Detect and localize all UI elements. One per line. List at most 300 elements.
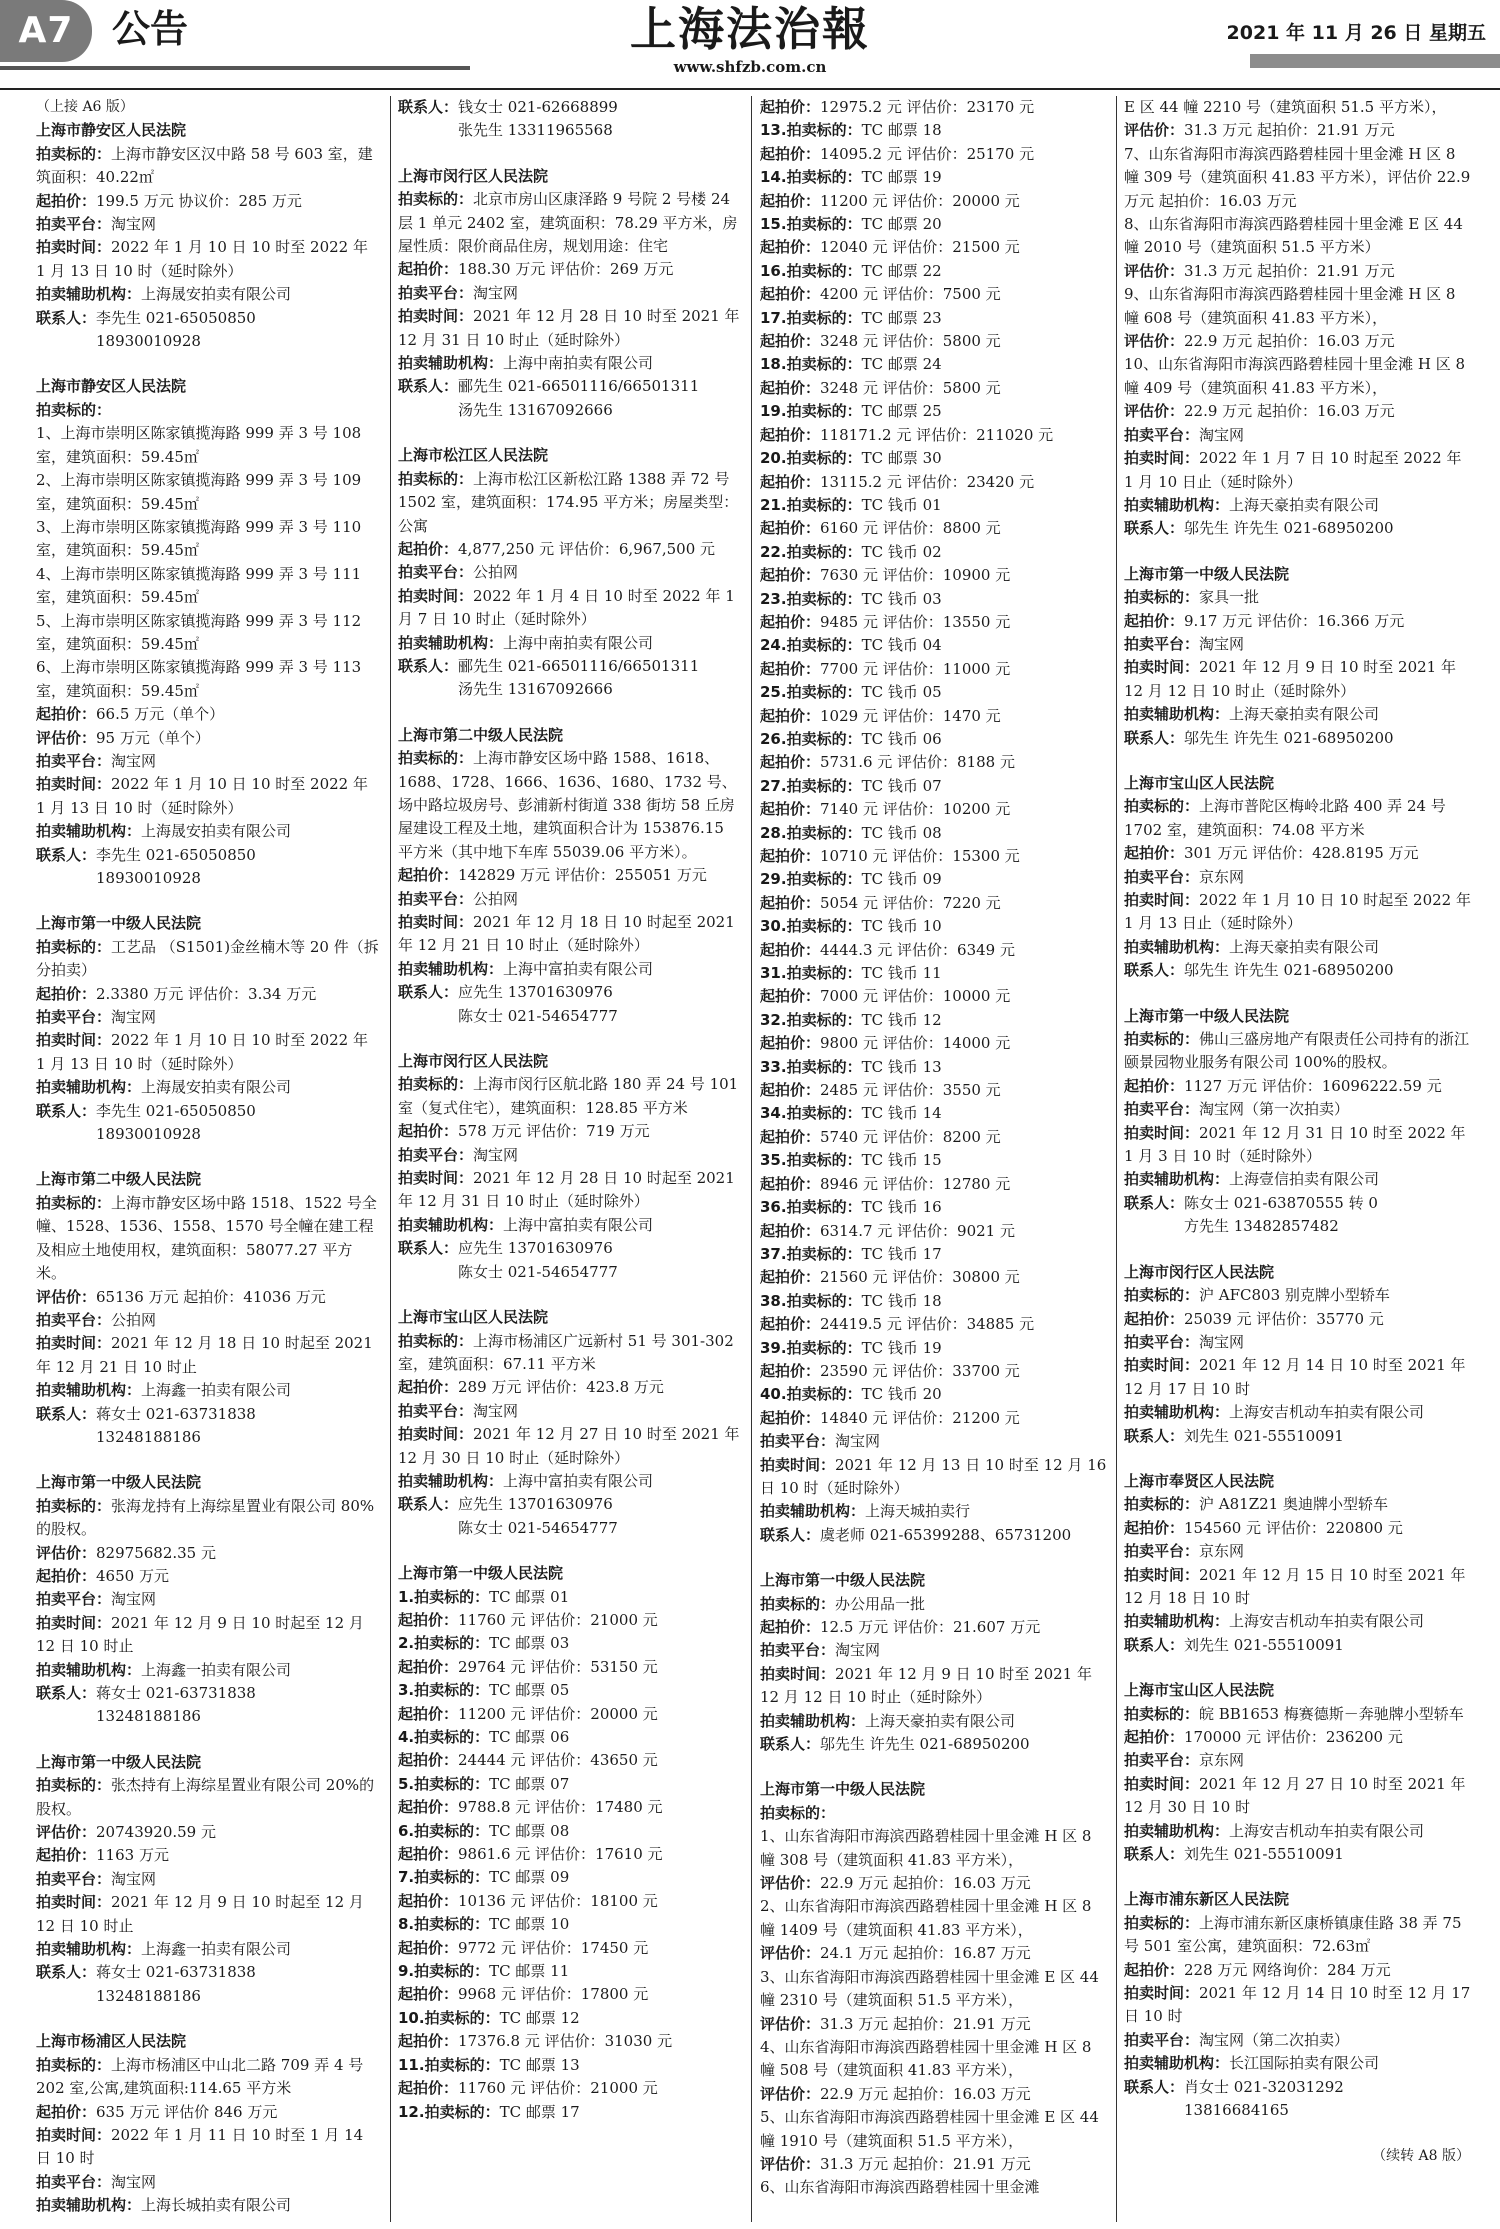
field-label: 拍卖辅助机构： (1124, 1821, 1230, 1840)
field-label: 起拍价： (760, 1618, 821, 1636)
field-label: 拍卖辅助机构： (398, 1471, 504, 1490)
field-value: 11200 元 评估价：20000 元 (820, 191, 1020, 210)
notice-line (1124, 1610, 1474, 1633)
field-value: 刘先生 021-55510091 (1184, 1635, 1344, 1654)
court-name: 上海市第一中级人民法院 (36, 1752, 202, 1771)
field-label: 15.拍卖标的： (760, 215, 862, 234)
notice-line (398, 1703, 742, 1726)
notice-line (398, 1890, 742, 1913)
field-value: 228 万元 网络询价：284 万元 (1184, 1960, 1391, 1979)
field-value: 京东网 (1199, 1542, 1245, 1561)
field-label: 起拍价： (760, 191, 821, 210)
notice-line (760, 494, 1110, 517)
notice-line (760, 1220, 1110, 1243)
field-value: TC 邮票 12 (499, 2008, 580, 2027)
field-value: TC 邮票 03 (489, 1634, 570, 1653)
field-label: 拍卖时间： (36, 1031, 112, 1050)
field-value: 张杰持有上海综星置业有限公司 20%的股权。 (36, 1776, 375, 1818)
notice-line (1124, 1284, 1474, 1307)
notice-line (760, 190, 1110, 213)
field-value: 2021 年 12 月 9 日 10 时起至 12 月 12 日 10 时止 (36, 1613, 364, 1656)
field-label: 9.拍卖标的： (398, 1962, 490, 1981)
field-value: 6314.7 元 评估价：9021 元 (820, 1221, 1015, 1240)
field-value: E 区 44 幢 2210 号（建筑面积 51.5 平方米）， (1124, 98, 1447, 116)
notice-line (760, 1407, 1110, 1430)
field-label: 11.拍卖标的： (398, 2055, 500, 2074)
field-value: TC 邮票 11 (489, 1962, 570, 1981)
field-value: 7000 元 评估价：10000 元 (820, 987, 1011, 1006)
field-value: 12.5 万元 评估价：21.607 万元 (820, 1618, 1041, 1636)
field-label: 评估价： (760, 2154, 821, 2173)
notice-line (398, 1376, 742, 1399)
notice-line (760, 307, 1110, 330)
field-label: 32.拍卖标的： (760, 1010, 862, 1029)
notice-line (36, 1844, 382, 1867)
notice-line (760, 119, 1110, 142)
field-label: 24.拍卖标的： (760, 636, 862, 655)
notice-line (760, 1825, 1110, 1872)
field-label: 拍卖辅助机构： (398, 354, 504, 373)
court-name: 上海市闵行区人民法院 (1124, 1262, 1275, 1281)
field-label: 联系人： (398, 98, 459, 116)
field-value: 刘先生 021-55510091 (1184, 1426, 1344, 1445)
field-value: 2022 年 1 月 4 日 10 时至 2022 年 1 月 7 日 10 时止（延时除外） (398, 586, 735, 629)
field-value: 2021 年 12 月 13 日 10 时至 12 月 16 日 10 时（延时除外） (760, 1455, 1107, 1497)
field-value: 2022 年 1 月 7 日 10 时起至 2022 年 1 月 10 日止（延时除外） (1124, 449, 1462, 491)
notice-line (760, 775, 1110, 798)
notice-line (36, 1985, 382, 2008)
field-value: TC 邮票 09 (489, 1868, 570, 1887)
field-label: 22.拍卖标的： (760, 542, 862, 561)
field-value: 上海鑫一拍卖有限公司 (141, 1381, 292, 1400)
column-3 (760, 96, 1110, 2222)
field-label: 起拍价： (760, 940, 821, 959)
notice-line (760, 798, 1110, 821)
notice-line (398, 911, 742, 958)
notice-line (36, 1006, 382, 1029)
field-value: 家具一批 (1199, 588, 1260, 607)
notice-line (760, 1360, 1110, 1383)
field-label: 起拍价： (760, 144, 821, 163)
notice-line (398, 1237, 742, 1260)
notice-line (398, 258, 742, 281)
field-value: 淘宝网（第一次拍卖） (1199, 1100, 1350, 1119)
notice-line (36, 703, 382, 726)
field-label: 联系人： (36, 308, 97, 327)
field-label: 评估价： (760, 1944, 821, 1963)
field-label: 起拍价： (1124, 611, 1185, 630)
field-label: 拍卖标的： (1124, 1913, 1200, 1932)
field-value: TC 邮票 19 (861, 168, 942, 187)
field-value: 李先生 021-65050850 (96, 1101, 256, 1120)
court-name: 上海市第一中级人民法院 (1124, 564, 1290, 583)
field-label: 拍卖标的： (36, 1776, 112, 1795)
field-label: 起拍价： (760, 1034, 821, 1053)
field-value: 9772 元 评估价：17450 元 (458, 1938, 649, 1957)
notice-line (1124, 1098, 1474, 1121)
notice-line (760, 1032, 1110, 1055)
field-label: 拍卖时间： (760, 1455, 836, 1474)
notice-line (1124, 1493, 1474, 1516)
field-value: 京东网 (1199, 1751, 1245, 1770)
field-value: 14095.2 元 评估价：25170 元 (820, 144, 1035, 163)
notice-line (760, 236, 1110, 259)
field-label: 起拍价： (1124, 844, 1185, 863)
notice-columns (0, 96, 1500, 2222)
field-value: 上海市普陀区梅岭北路 400 弄 24 号 1702 室，建筑面积：74.08 平方米 (1124, 797, 1446, 839)
field-label: 起拍价： (760, 1408, 821, 1427)
field-value: 上海市杨浦区中山北二路 709 弄 4 号 202 室,公寓,建筑面积:114.65 平方米 (36, 2055, 364, 2098)
field-value: TC 钱币 08 (861, 823, 942, 842)
notice-line (36, 656, 382, 703)
field-value: 22.9 万元 起拍价：16.03 万元 (1184, 402, 1395, 421)
notice-line (760, 2036, 1110, 2083)
field-label: 起拍价： (760, 800, 821, 819)
auction-notice (1124, 96, 1474, 541)
field-label: 拍卖平台： (1124, 867, 1200, 886)
auction-notice (36, 375, 382, 890)
notice-line (36, 1192, 382, 1286)
field-label: 起拍价： (760, 753, 821, 772)
notice-line (36, 1961, 382, 1984)
notice-line (398, 1820, 742, 1843)
field-value: 9.17 万元 评估价：16.366 万元 (1184, 611, 1405, 630)
notice-line (1124, 1517, 1474, 1540)
notice-line (760, 1196, 1110, 1219)
field-value: 上海市静安区场中路 1518、1522 号全幢、1528、1536、1558、1570 号全幢在建工程及相应土地使用权，建筑面积：58077.27 平方米。 (36, 1193, 377, 1283)
field-value: 2021 年 12 月 18 日 10 时起至 2021 年 12 月 21 日 10 时止（延时除外） (398, 913, 735, 955)
field-value: 汤先生 13167092666 (458, 400, 613, 419)
notice-line (36, 1100, 382, 1123)
field-value: 李先生 021-65050850 (96, 308, 256, 327)
notice-line (760, 1337, 1110, 1360)
notice-line (1124, 633, 1474, 656)
field-value: 1163 万元 (96, 1846, 169, 1865)
court-name: 上海市浦东新区人民法院 (1124, 1890, 1290, 1909)
notice-line (36, 1774, 382, 1821)
field-label: 起拍价： (36, 191, 97, 210)
auction-notice (36, 2030, 382, 2217)
notice-line (398, 1679, 742, 1702)
field-value: 8、山东省海阳市海滨西路碧桂园十里金滩 E 区 44 幢 2010 号（建筑面积 51.5 平方米） (1124, 215, 1463, 257)
notice-line (36, 1076, 382, 1099)
field-value: 635 万元 评估价 846 万元 (96, 2102, 278, 2121)
notice-line (398, 1493, 742, 1516)
notice-line (1124, 1192, 1474, 1215)
notice-line (398, 2077, 742, 2100)
notice-line (760, 962, 1110, 985)
field-label: 联系人： (36, 845, 97, 864)
notice-line (760, 213, 1110, 236)
notice-line (760, 1733, 1110, 1756)
field-label: 16.拍卖标的： (760, 261, 862, 280)
field-value: TC 邮票 08 (489, 1821, 570, 1840)
notice-line (36, 1332, 382, 1379)
field-value: TC 邮票 25 (861, 402, 942, 421)
field-value: 蒋女士 021-63731838 (96, 1404, 256, 1423)
field-value: 6、山东省海阳市海滨西路碧桂园十里金滩 (760, 2178, 1040, 2197)
field-value: 9861.6 元 评估价：17610 元 (458, 1845, 663, 1864)
notice-line (398, 1960, 742, 1983)
notice-line (398, 305, 742, 352)
field-label: 评估价： (36, 1823, 97, 1842)
notice-line (36, 867, 382, 890)
field-label: 13.拍卖标的： (760, 121, 862, 140)
field-label: 起拍价： (398, 1610, 459, 1629)
field-value: 长江国际拍卖有限公司 (1229, 2054, 1380, 2073)
field-value: 邬先生 许先生 021-68950200 (1184, 728, 1394, 747)
field-label: 联系人： (760, 1735, 821, 1754)
field-value: TC 钱币 17 (861, 1244, 942, 1263)
field-label: 拍卖平台： (36, 1008, 112, 1027)
notice-line (398, 1866, 742, 1889)
notice-line (36, 1891, 382, 1938)
notice-line (760, 985, 1110, 1008)
field-label: 拍卖辅助机构： (398, 1215, 504, 1234)
field-label: 拍卖辅助机构： (760, 1502, 866, 1521)
field-label: 评估价： (760, 2084, 821, 2103)
field-value: 方先生 13482857482 (1184, 1217, 1339, 1236)
field-value: 7、山东省海阳市海滨西路碧桂园十里金滩 H 区 8 幢 309 号（建筑面积 41.83 平方米），评估价 22.9 万元 起拍价：16.03 万元 (1124, 144, 1471, 210)
newspaper-url: www.shfzb.com.cn (673, 58, 827, 76)
field-value: 31.3 万元 起拍价：21.91 万元 (820, 2154, 1031, 2173)
notice-line (760, 1102, 1110, 1125)
field-label: 起拍价： (398, 260, 459, 279)
field-value: 12040 元 评估价：21500 元 (820, 238, 1020, 257)
notice-line (398, 1261, 742, 1284)
court-name: 上海市松江区人民法院 (398, 446, 549, 465)
continued-from-note: （上接 A6 版） (36, 99, 134, 115)
field-value: 李先生 021-65050850 (96, 845, 256, 864)
field-label: 联系人： (36, 1101, 97, 1120)
notice-line (398, 1400, 742, 1423)
field-value: TC 钱币 15 (861, 1151, 942, 1170)
field-value: 上海安吉机动车拍卖有限公司 (1229, 1403, 1425, 1422)
auction-notice (398, 724, 742, 1028)
field-label: 35.拍卖标的： (760, 1151, 862, 1170)
field-label: 起拍价： (760, 706, 821, 725)
field-label: 拍卖标的： (1124, 1495, 1200, 1514)
field-label: 拍卖标的： (36, 400, 112, 419)
field-value: 淘宝网 (473, 1401, 519, 1420)
field-value: 皖 BB1653 梅赛德斯－奔驰牌小型轿车 (1199, 1704, 1464, 1723)
notice-line (398, 538, 742, 561)
notice-line (398, 655, 742, 678)
field-label: 19.拍卖标的： (760, 402, 862, 421)
field-label: 联系人： (760, 1525, 821, 1544)
field-value: 9800 元 评估价：14000 元 (820, 1034, 1011, 1053)
field-label: 起拍价： (398, 539, 459, 558)
field-value: 6、上海市崇明区陈家镇揽海路 999 弄 3 号 113 室，建筑面积：59.45㎡ (36, 658, 362, 700)
auction-notice (1124, 1261, 1474, 1448)
field-label: 拍卖标的： (1124, 1030, 1200, 1049)
field-value: 4200 元 评估价：7500 元 (820, 285, 1001, 304)
field-value: 陈女士 021-54654777 (458, 1262, 618, 1281)
field-label: 联系人： (36, 1404, 97, 1423)
notice-line (760, 1454, 1110, 1501)
notice-line (760, 143, 1110, 166)
field-value: 4444.3 元 评估价：6349 元 (820, 940, 1015, 959)
notice-line (760, 1243, 1110, 1266)
field-value: TC 邮票 30 (861, 449, 942, 468)
field-label: 拍卖辅助机构： (760, 1711, 866, 1730)
field-label: 评估价： (36, 728, 97, 747)
notice-line (760, 1663, 1110, 1710)
field-label: 34.拍卖标的： (760, 1104, 862, 1123)
field-value: 应先生 13701630976 (458, 1239, 613, 1258)
field-value: 24419.5 元 评估价：34885 元 (820, 1315, 1035, 1334)
notice-line (398, 1796, 742, 1819)
field-value: 汤先生 13167092666 (458, 680, 613, 699)
notice-line (398, 119, 742, 142)
notice-line (760, 1802, 1110, 1825)
field-label: 起拍价： (1124, 1728, 1185, 1746)
field-value: 301 万元 评估价：428.8195 万元 (1184, 844, 1419, 863)
field-label: 3.拍卖标的： (398, 1681, 490, 1700)
field-label: 起拍价： (760, 1174, 821, 1193)
field-label: 起拍价： (398, 1704, 459, 1723)
field-value: TC 钱币 09 (861, 870, 942, 889)
notice-line (36, 936, 382, 983)
field-label: 4.拍卖标的： (398, 1728, 490, 1746)
notice-line (1124, 260, 1474, 283)
notice-line (1124, 842, 1474, 865)
field-value: 2021 年 12 月 28 日 10 时至 2021 年 12 月 31 日 10 时止（延时除外） (398, 307, 740, 349)
field-value: 2021 年 12 月 27 日 10 时至 2021 年 12 月 30 日 10 时 (1124, 1774, 1466, 1817)
field-value: 京东网 (1199, 867, 1245, 886)
field-label: 起拍价： (36, 1566, 97, 1585)
field-value: 13248188186 (96, 1986, 201, 2005)
auction-notice (1124, 772, 1474, 983)
auction-notice (1124, 1005, 1474, 1239)
notice-line (1124, 1749, 1474, 1772)
field-value: 289 万元 评估价：423.8 万元 (458, 1378, 664, 1397)
field-value: 公拍网 (111, 1310, 157, 1329)
field-label: 6.拍卖标的： (398, 1821, 490, 1840)
field-value: 上海长城拍卖有限公司 (141, 2196, 292, 2215)
field-label: 2.拍卖标的： (398, 1634, 490, 1653)
notice-line (760, 1126, 1110, 1149)
field-value: 上海鑫一拍卖有限公司 (141, 1660, 292, 1679)
field-value: 5731.6 元 评估价：8188 元 (820, 753, 1015, 772)
notice-line (1124, 143, 1474, 213)
field-label: 起拍价： (398, 1985, 459, 2004)
notice-line (1124, 2099, 1474, 2122)
field-label: 起拍价： (398, 1378, 459, 1397)
notice-line (398, 1586, 742, 1609)
court-name: 上海市第一中级人民法院 (760, 1780, 926, 1799)
field-label: 拍卖标的： (1124, 588, 1200, 607)
column-1 (36, 96, 382, 2222)
field-value: 7140 元 评估价：10200 元 (820, 800, 1011, 819)
notice-line (398, 1073, 742, 1120)
court-name: 上海市第二中级人民法院 (36, 1170, 202, 1189)
field-label: 拍卖时间： (398, 1425, 474, 1444)
notice-line (36, 213, 382, 236)
notice-line (398, 399, 742, 422)
notice-line (760, 1966, 1110, 2013)
field-label: 20.拍卖标的： (760, 449, 862, 468)
field-value: 1、山东省海阳市海滨西路碧桂园十里金滩 H 区 8 幢 308 号（建筑面积 41.83 平方米）， (760, 1827, 1092, 1869)
field-value: 14840 元 评估价：21200 元 (820, 1408, 1020, 1427)
field-label: 拍卖辅助机构： (1124, 2054, 1230, 2073)
field-label: 拍卖平台： (1124, 2030, 1200, 2049)
field-label: 拍卖时间： (36, 1613, 112, 1632)
notice-line (760, 658, 1110, 681)
field-value: 2022 年 1 月 11 日 10 时至 1 月 14 日 10 时 (36, 2125, 364, 2168)
notice-line (36, 1588, 382, 1611)
column-4 (1124, 96, 1474, 2222)
notice-line (760, 939, 1110, 962)
notice-line (36, 399, 382, 422)
field-value: 1127 万元 评估价：16096222.59 元 (1184, 1076, 1442, 1095)
field-value: 2.3380 万元 评估价：3.34 万元 (96, 984, 317, 1003)
field-value: 邬先生 许先生 021-68950200 (1184, 519, 1394, 538)
field-label: 拍卖辅助机构： (398, 959, 504, 978)
notice-line (1124, 889, 1474, 936)
field-label: 拍卖辅助机构： (1124, 705, 1230, 724)
notice-line (760, 1593, 1110, 1616)
field-value: TC 邮票 23 (861, 308, 942, 327)
field-label: 拍卖时间： (36, 1334, 112, 1353)
field-value: 2021 年 12 月 15 日 10 时至 2021 年 12 月 18 日 10 时 (1124, 1565, 1466, 1607)
field-value: 邬先生 许先生 021-68950200 (820, 1735, 1030, 1754)
field-value: 上海壹信拍卖有限公司 (1229, 1170, 1380, 1189)
field-label: 联系人： (36, 1963, 97, 1982)
field-value: 陈女士 021-63870555 转 0 (1184, 1193, 1378, 1212)
notice-line (1124, 1075, 1474, 1098)
notice-line (760, 1524, 1110, 1547)
field-label: 起拍价： (760, 472, 821, 491)
notice-line (36, 1426, 382, 1449)
field-label: 拍卖时间： (36, 775, 112, 794)
court-name: 上海市第一中级人民法院 (36, 1473, 202, 1492)
auction-notice (398, 1306, 742, 1540)
field-value: 9968 元 评估价：17800 元 (458, 1985, 649, 2004)
field-label: 联系人： (1124, 519, 1185, 538)
court-name: 上海市宝山区人民法院 (1124, 773, 1275, 792)
field-value: 上海天豪拍卖有限公司 (1229, 495, 1380, 514)
field-value: 淘宝网 (1199, 1332, 1245, 1351)
field-label: 拍卖标的： (36, 2055, 112, 2074)
notice-line (760, 1290, 1110, 1313)
notice-line (760, 1430, 1110, 1453)
field-value: 蒋女士 021-63731838 (96, 1963, 256, 1982)
notice-line (398, 188, 742, 258)
field-label: 拍卖时间： (36, 1893, 112, 1912)
header-rule (0, 88, 1500, 90)
field-value: 上海中南拍卖有限公司 (503, 633, 654, 652)
field-label: 起拍价： (760, 332, 821, 351)
field-value: 郦先生 021-66501116/66501311 (458, 656, 700, 675)
field-value: 3248 元 评估价：5800 元 (820, 332, 1001, 351)
field-value: 188.30 万元 评估价：269 万元 (458, 260, 674, 279)
field-label: 起拍价： (760, 1361, 821, 1380)
field-label: 起拍价： (1124, 1960, 1185, 1979)
field-label: 起拍价： (760, 612, 821, 631)
notice-line (760, 96, 1110, 119)
field-value: TC 钱币 05 (861, 683, 942, 702)
field-label: 拍卖平台： (398, 283, 474, 302)
notice-line (36, 1286, 382, 1309)
notice-line (398, 1120, 742, 1143)
notice-line (1124, 610, 1474, 633)
field-label: 拍卖时间： (1124, 1356, 1200, 1375)
field-value: 18930010928 (96, 1125, 201, 1144)
field-value: TC 钱币 12 (861, 1010, 942, 1029)
field-value: TC 邮票 07 (489, 1774, 570, 1793)
notice-line (36, 727, 382, 750)
